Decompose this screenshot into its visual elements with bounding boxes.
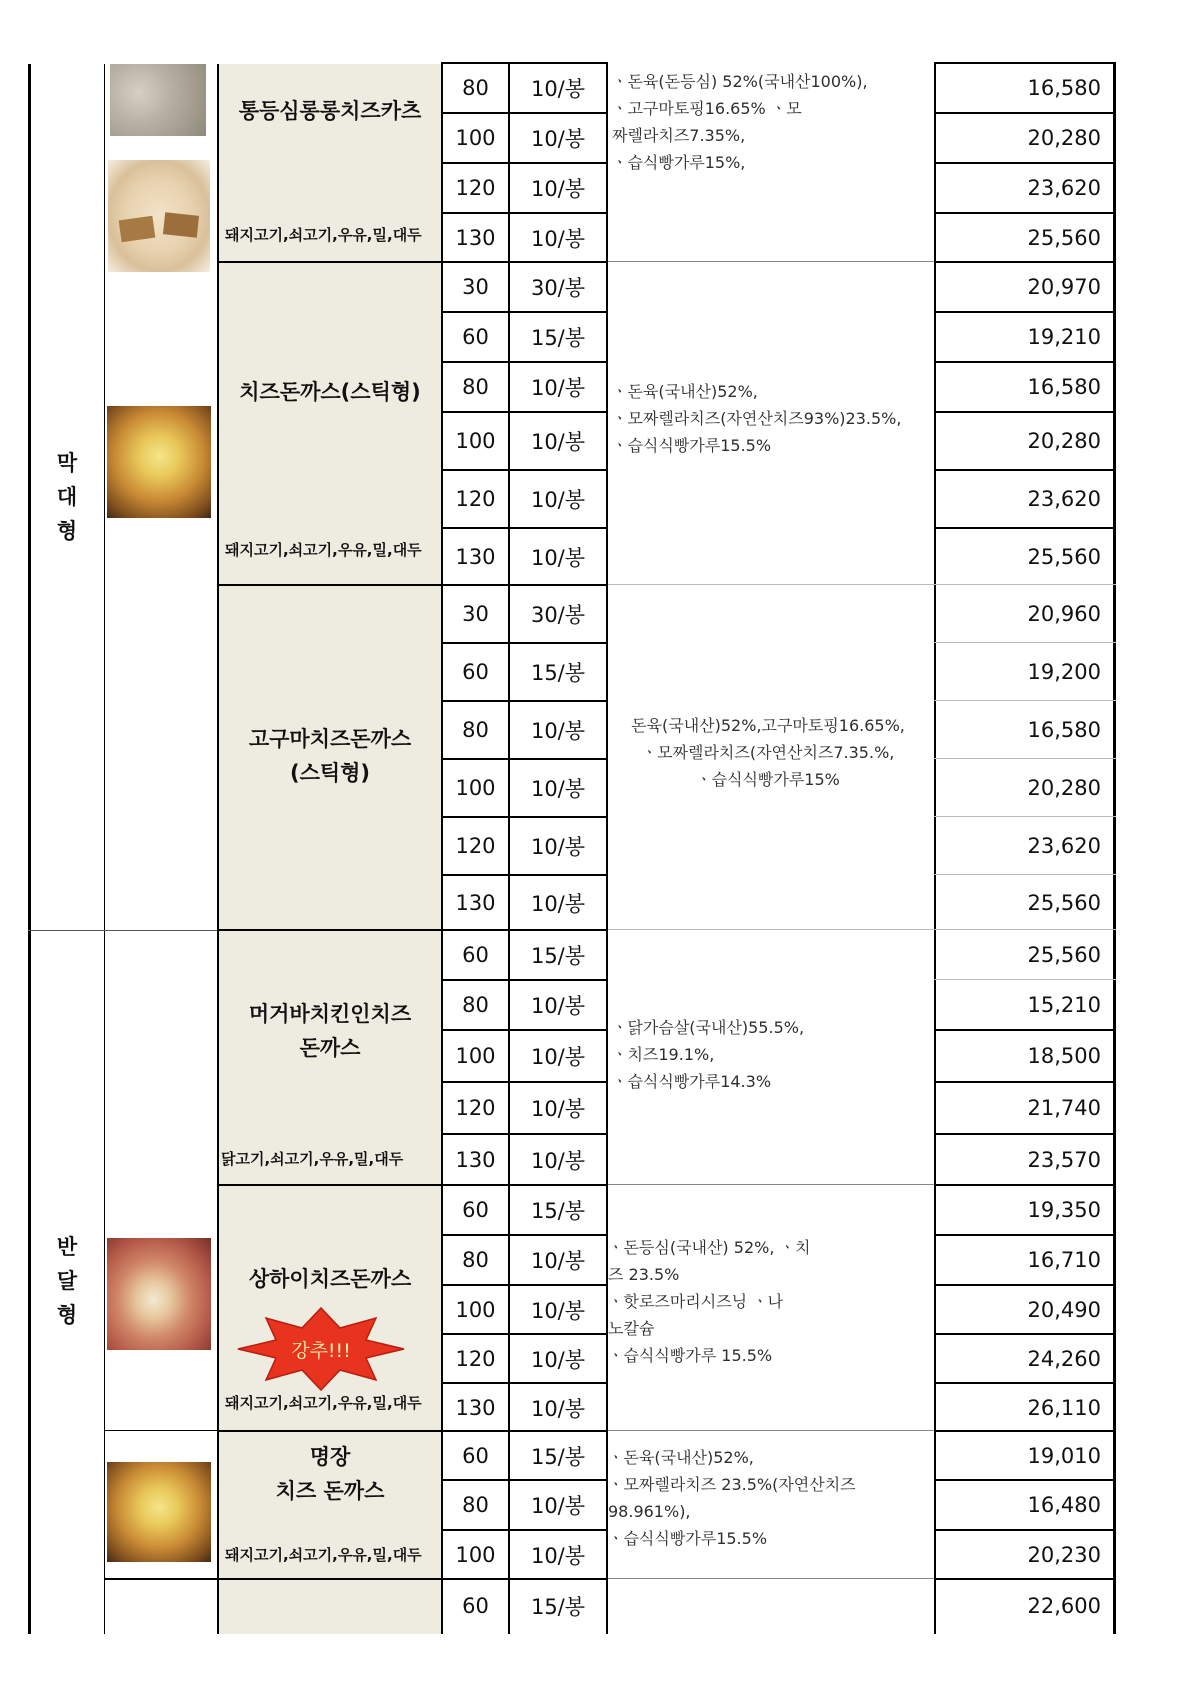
ingredient-line: ㆍ돈육(국내산)52%, <box>612 382 758 401</box>
product-image-cheese-stick <box>107 406 211 518</box>
ingredient-line: ㆍ모짜렐라치즈(자연산치즈93%)23.5%, <box>612 409 902 428</box>
ingredient-list <box>608 712 928 793</box>
product-name: 통등심롱롱치즈카츠 <box>238 99 422 123</box>
pack-cell: 30/봉 <box>530 603 586 627</box>
pack-cell: 10/봉 <box>530 376 586 400</box>
price-cell: 20,280 <box>1027 776 1101 800</box>
pack-cell: 10/봉 <box>530 546 586 570</box>
group-label-halfmoon: 반 달 형 <box>56 1235 78 1327</box>
weight-cell: 130 <box>455 226 496 250</box>
pack-cell: 10/봉 <box>530 1544 586 1568</box>
pack-cell: 30/봉 <box>530 276 586 300</box>
weight-cell: 80 <box>462 76 489 100</box>
price-cell: 23,570 <box>1027 1148 1101 1172</box>
product-image-longlong-top <box>110 64 206 136</box>
pack-cell: 10/봉 <box>530 488 586 512</box>
badge-text: 강추!!! <box>291 1339 351 1362</box>
product-cell <box>219 586 441 930</box>
weight-cell: 60 <box>462 1594 489 1618</box>
pack-cell: 10/봉 <box>530 77 586 101</box>
ingredient-line: ㆍ습식식빵가루15.5% <box>612 436 772 455</box>
product-cell <box>219 64 441 262</box>
product-cell <box>219 1432 441 1579</box>
product-name: 상하이치즈돈까스 <box>248 1267 412 1291</box>
product-name: 고구마치즈돈까스 (스틱형) <box>248 727 412 785</box>
pack-cell: 10/봉 <box>530 1396 586 1421</box>
ingredient-line: ㆍ모짜렐라치즈 23.5%(자연산치즈 <box>608 1475 856 1494</box>
price-cell: 20,280 <box>1027 429 1101 453</box>
pack-cell: 10/봉 <box>530 719 586 743</box>
pack-cell: 10/봉 <box>530 994 586 1018</box>
product-cell <box>219 263 441 585</box>
ingredient-line: ㆍ습식식빵가루 15.5% <box>608 1346 773 1365</box>
price-cell: 19,200 <box>1027 660 1101 684</box>
price-cell: 26,110 <box>1027 1395 1101 1420</box>
weight-cell: 130 <box>455 1395 496 1420</box>
pack-cell: 10/봉 <box>530 892 586 916</box>
ingredient-list <box>612 1014 932 1095</box>
price-cell: 23,620 <box>1027 834 1101 858</box>
weight-cell: 60 <box>462 325 489 349</box>
ingredient-line: ㆍ돈육(국내산)52%, <box>608 1448 754 1467</box>
allergen-info: 돼지고기,쇠고기,우유,밀,대두 <box>225 541 422 559</box>
ingredient-line: ㆍ핫로즈마리시즈닝 ㆍ나 <box>608 1292 784 1311</box>
pack-cell: 10/봉 <box>530 1249 586 1273</box>
recommend-badge <box>236 1306 406 1392</box>
weight-cell: 100 <box>455 1044 496 1068</box>
price-cell: 23,620 <box>1027 176 1101 200</box>
price-cell: 20,960 <box>1027 602 1101 626</box>
pack-cell: 15/봉 <box>530 1444 586 1469</box>
weight-cell: 120 <box>455 834 496 858</box>
price-cell: 16,580 <box>1027 76 1101 100</box>
pack-cell: 15/봉 <box>530 1199 586 1223</box>
product-image-longlong-cut <box>108 160 210 272</box>
pack-cell: 10/봉 <box>530 1494 586 1518</box>
ingredient-line: ㆍ습식식빵가루15.5% <box>608 1529 768 1548</box>
weight-cell: 60 <box>462 943 489 967</box>
weight-cell: 120 <box>455 1346 496 1371</box>
ingredient-list <box>612 68 932 176</box>
price-cell: 20,280 <box>1027 126 1101 150</box>
product-name: 명장 치즈 돈까스 <box>275 1445 385 1503</box>
allergen-info: 돼지고기,쇠고기,우유,밀,대두 <box>225 1394 422 1412</box>
weight-cell: 120 <box>455 1096 496 1120</box>
pack-cell: 10/봉 <box>530 227 586 251</box>
weight-cell: 100 <box>455 1543 496 1567</box>
price-cell: 24,260 <box>1027 1346 1101 1371</box>
weight-cell: 60 <box>462 660 489 684</box>
price-cell: 21,740 <box>1027 1096 1101 1120</box>
price-cell: 25,560 <box>1027 891 1101 915</box>
allergen-info: 닭고기,쇠고기,우유,밀,대두 <box>221 1150 404 1168</box>
price-cell: 16,580 <box>1027 718 1101 742</box>
weight-cell: 30 <box>462 602 489 626</box>
price-cell: 20,970 <box>1027 275 1101 299</box>
ingredient-line: ㆍ고구마토핑16.65% ㆍ모 <box>612 99 802 118</box>
ingredient-list <box>608 1234 934 1369</box>
price-cell: 23,620 <box>1027 487 1101 511</box>
product-image-myeongjang <box>107 1462 211 1562</box>
weight-cell: 100 <box>455 776 496 800</box>
ingredient-line: 즈 23.5% <box>608 1265 680 1284</box>
allergen-info: 돼지고기,쇠고기,우유,밀,대두 <box>225 226 422 244</box>
price-cell: 16,710 <box>1027 1248 1101 1272</box>
ingredient-line: ㆍ돈등심(국내산) 52%, ㆍ치 <box>608 1238 811 1257</box>
pack-cell: 10/봉 <box>530 1149 586 1173</box>
pack-cell: 10/봉 <box>530 835 586 859</box>
weight-cell: 60 <box>462 1198 489 1222</box>
weight-cell: 120 <box>455 487 496 511</box>
weight-cell: 80 <box>462 1493 489 1517</box>
pack-cell: 10/봉 <box>530 1045 586 1069</box>
weight-cell: 80 <box>462 993 489 1017</box>
ingredient-line: ㆍ모짜렐라치즈(자연산치즈7.35.%, <box>641 743 895 762</box>
weight-cell: 100 <box>455 126 496 150</box>
ingredient-line: ㆍ습식빵가루15%, <box>612 153 746 172</box>
allergen-info: 돼지고기,쇠고기,우유,밀,대두 <box>225 1546 422 1564</box>
price-cell: 19,350 <box>1027 1198 1101 1222</box>
pack-cell: 15/봉 <box>530 326 586 350</box>
weight-cell: 60 <box>462 1443 489 1468</box>
price-cell: 25,560 <box>1027 943 1101 967</box>
price-cell: 25,560 <box>1027 545 1101 569</box>
ingredient-list <box>608 1444 934 1552</box>
pack-cell: 10/봉 <box>530 430 586 454</box>
pack-cell: 10/봉 <box>530 127 586 151</box>
product-cell <box>219 931 441 1185</box>
ingredient-line: 돈육(국내산)52%,고구마토핑16.65%, <box>631 716 905 735</box>
weight-cell: 100 <box>455 429 496 453</box>
pack-cell: 10/봉 <box>530 177 586 201</box>
price-cell: 15,210 <box>1027 993 1101 1017</box>
ingredient-line: ㆍ습식식빵가루15% <box>696 770 840 789</box>
pack-cell: 15/봉 <box>530 661 586 685</box>
weight-cell: 80 <box>462 375 489 399</box>
weight-cell: 80 <box>462 1248 489 1272</box>
price-cell: 25,560 <box>1027 226 1101 250</box>
ingredient-line: ㆍ돈육(돈등심) 52%(국내산100%), <box>612 72 868 91</box>
weight-cell: 130 <box>455 545 496 569</box>
product-image-shanghai <box>107 1238 211 1350</box>
pack-cell: 10/봉 <box>530 1097 586 1121</box>
product-name: 치즈돈까스(스틱형) <box>239 380 421 404</box>
ingredient-line: ㆍ습식식빵가루14.3% <box>612 1072 772 1091</box>
ingredient-list <box>612 378 934 459</box>
ingredient-line: 짜렐라치즈7.35%, <box>612 126 746 145</box>
product-cell <box>219 1580 441 1634</box>
weight-cell: 80 <box>462 718 489 742</box>
price-cell: 19,210 <box>1027 325 1101 349</box>
pack-cell: 10/봉 <box>530 777 586 801</box>
price-cell: 20,230 <box>1027 1543 1101 1567</box>
price-cell: 19,010 <box>1027 1443 1101 1468</box>
weight-cell: 30 <box>462 275 489 299</box>
price-cell: 22,600 <box>1027 1594 1101 1618</box>
pack-cell: 10/봉 <box>530 1298 586 1323</box>
ingredient-line: 노칼슘 <box>608 1319 655 1338</box>
price-cell: 20,490 <box>1027 1297 1101 1322</box>
weight-cell: 130 <box>455 1148 496 1172</box>
pack-cell: 10/봉 <box>530 1347 586 1372</box>
price-cell: 16,580 <box>1027 375 1101 399</box>
pack-cell: 15/봉 <box>530 944 586 968</box>
ingredient-line: ㆍ치즈19.1%, <box>612 1045 715 1064</box>
ingredient-line: 98.961%), <box>608 1502 691 1521</box>
ingredient-line: ㆍ닭가슴살(국내산)55.5%, <box>612 1018 805 1037</box>
weight-cell: 120 <box>455 176 496 200</box>
group-label-stick: 막 대 형 <box>56 451 78 543</box>
weight-cell: 100 <box>455 1297 496 1322</box>
product-name: 머거바치킨인치즈 돈까스 <box>248 1002 412 1060</box>
weight-cell: 130 <box>455 891 496 915</box>
price-cell: 18,500 <box>1027 1044 1101 1068</box>
price-cell: 16,480 <box>1027 1493 1101 1517</box>
pack-cell: 15/봉 <box>530 1595 586 1619</box>
